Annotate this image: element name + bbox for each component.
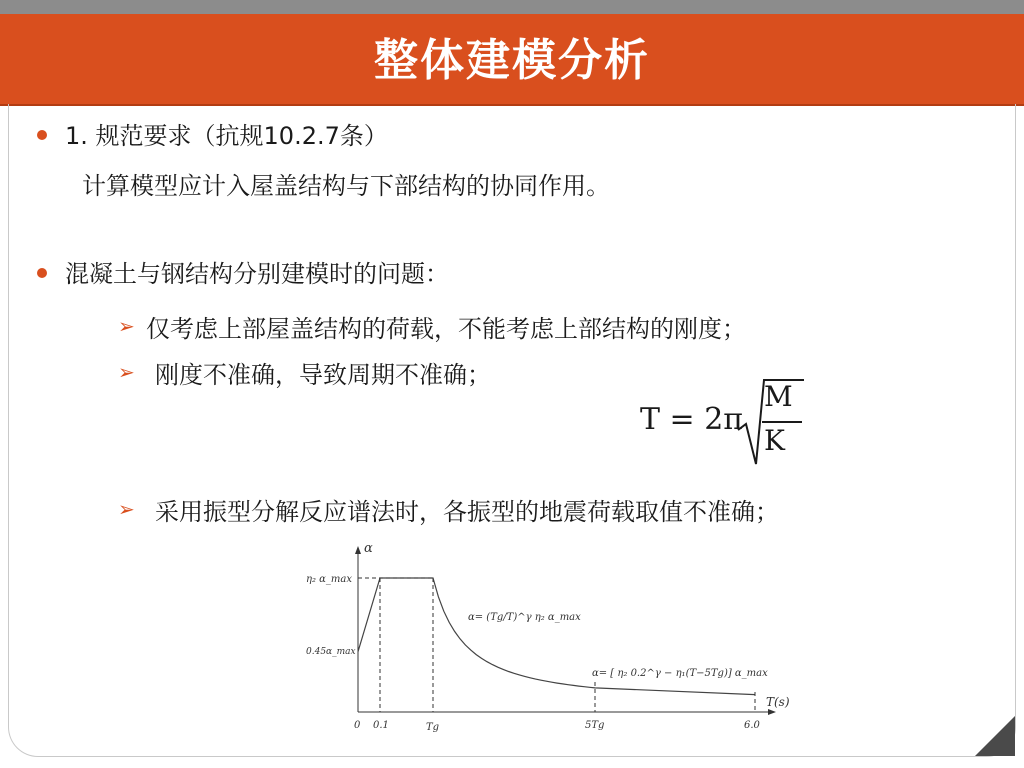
x-axis-label: T(s)	[766, 695, 790, 709]
x-axis-arrowhead	[768, 709, 776, 715]
y-axis-arrowhead	[355, 546, 361, 554]
arrow-bullet-icon: ➢	[118, 497, 135, 521]
page-corner-fold	[975, 716, 1015, 756]
x-tick-5tg: 5Tg	[585, 720, 605, 731]
formula-numerator: M	[764, 380, 793, 413]
point-1: 仅考虑上部屋盖结构的荷载，不能考虑上部结构的刚度；	[146, 315, 746, 343]
title-band	[0, 14, 1024, 106]
formula-lhs: T = 2π	[640, 402, 744, 437]
y-axis-label: α	[364, 541, 373, 556]
period-formula	[640, 378, 810, 468]
point-2: 刚度不准确，导致周期不准确；	[155, 361, 491, 389]
section2-heading: 混凝土与钢结构分别建模时的问题：	[65, 260, 449, 288]
bullet-dot	[37, 130, 47, 140]
arrow-bullet-icon: ➢	[118, 360, 135, 384]
formula-denominator: K	[764, 424, 785, 457]
response-spectrum-chart	[300, 540, 800, 740]
linear-branch-formula: α= [ η₂ 0.2^γ − η₁(T−5Tg)] α_max	[592, 668, 768, 679]
top-bar	[0, 0, 1024, 14]
y-tick-045: 0.45α_max	[306, 647, 356, 657]
arrow-bullet-icon: ➢	[118, 314, 135, 338]
y-tick-peak: η₂ α_max	[306, 574, 353, 585]
section1-heading: 1. 规范要求（抗规10.2.7条）	[65, 122, 388, 150]
section1-body: 计算模型应计入屋盖结构与下部结构的协同作用。	[82, 172, 610, 200]
descending-branch-formula: α= (Tg/T)^γ η₂ α_max	[468, 612, 581, 623]
slide-title: 整体建模分析	[374, 35, 650, 86]
x-tick-tg: Tg	[426, 722, 440, 733]
x-tick-6: 6.0	[744, 720, 760, 731]
x-tick-01: 0.1	[373, 720, 389, 731]
bullet-dot	[37, 268, 47, 278]
point-3: 采用振型分解反应谱法时，各振型的地震荷载取值不准确；	[155, 498, 779, 526]
x-tick-0: 0	[354, 720, 361, 731]
